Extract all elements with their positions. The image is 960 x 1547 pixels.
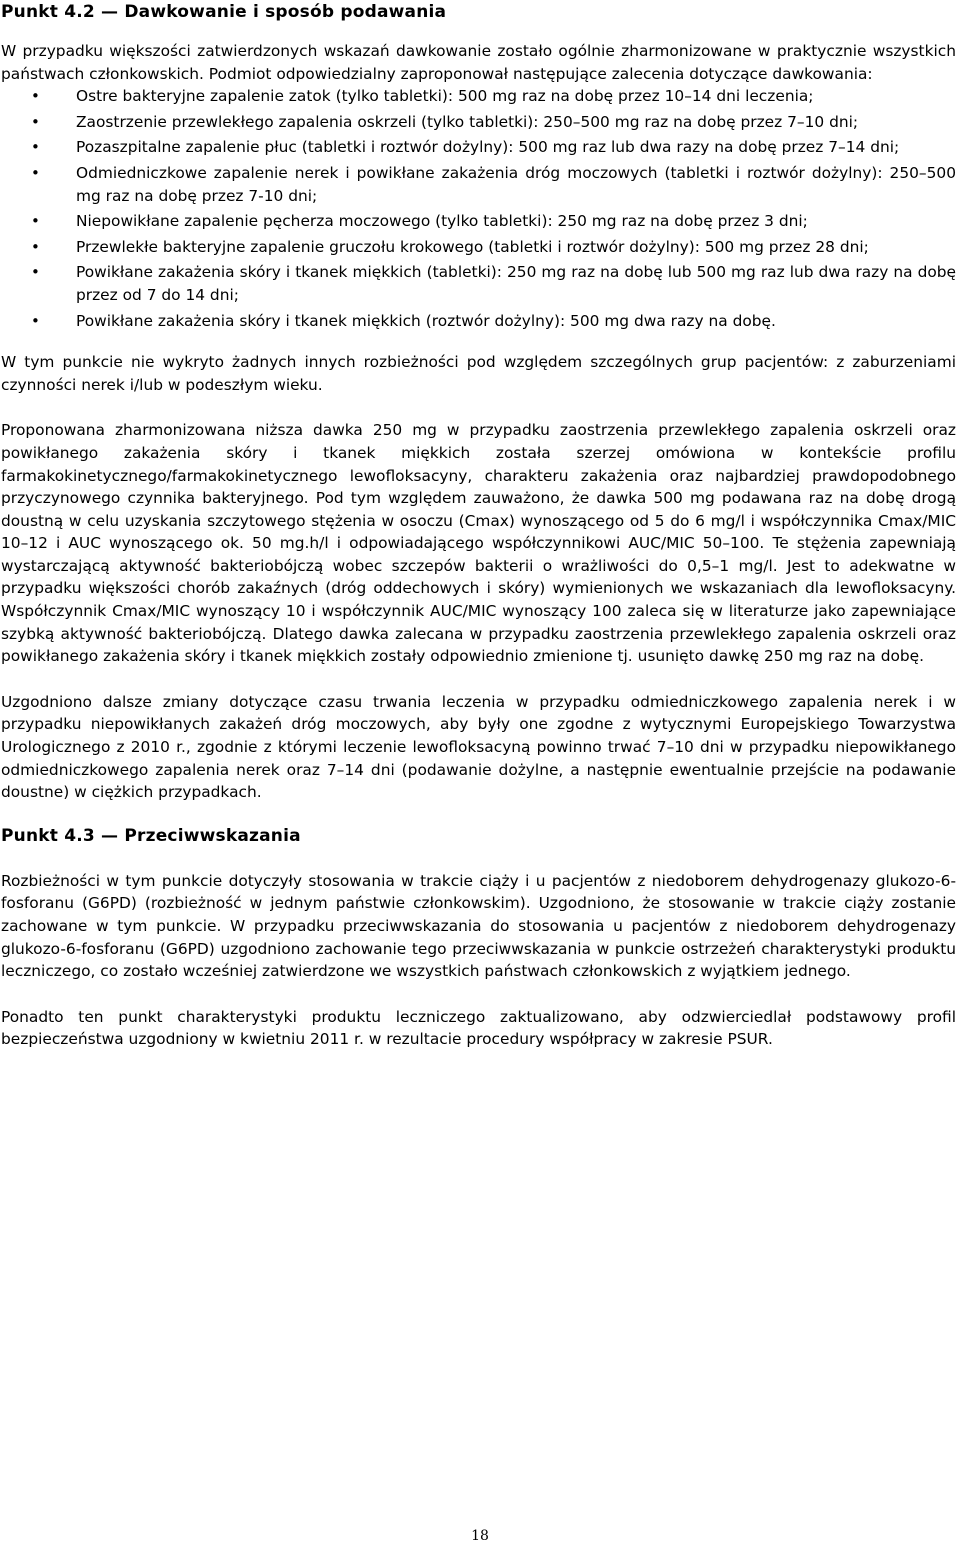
bullet-icon: • [31, 87, 40, 106]
section-4-2-heading: Punkt 4.2 — Dawkowanie i sposób podawania [1, 2, 447, 22]
lower-dose-paragraph: Proponowana zharmonizowana niższa dawka 250 mg w przypadku zaostrzenia przewlekłego zapalenia oskrzeli oraz powikłanego zakażenia skóry i tkanek miękkich została szerzej omówiona w kontekście profilu farmakokinetycznego/farmakokinetycznego lewofloksacyny, charakteru zakażenia oraz najbardziej prawdopodobnego przyczynowego czynnika bakteryjnego. Pod tym względem zauważono, że dawka 500 mg podawana raz na dobę drogą doustną w celu uzyskania szczytowego stężenia w osoczu (Cmax) wynoszącego od 5 do 6 mg/l i współczynnika Cmax/MIC 10–12 i AUC wynoszącego ok. 50 mg.h/l i odpowiadającego współczynnikowi AUC/MIC 50–100. Te stężenia zapewniają wystarczającą aktywność bakteriobójczą wobec szczepów bakterii o wrażliwości do 0,5–1 mg/l. Jest to adekwatne w przypadku większości chorób zakaźnych (dróg oddechowych i skóry) wymienionych we wskazaniach dla lewofloksacyny. Współczynnik Cmax/MIC wynoszący 10 i współczynnik AUC/MIC wynoszący 100 zaleca się w literaturze jako zapewniające szybką aktywność bakteriobójczą. Dlatego dawka zalecana w przypadku zaostrzenia przewlekłego zapalenia oskrzeli oraz powikłanego zakażenia skóry i tkanek miękkich zostały odpowiednio zmienione tj. usunięto dawkę 250 mg raz na dobę. [1, 421, 956, 666]
dosage-item-text: Powikłane zakażenia skóry i tkanek miękkich (roztwór dożylny): 500 mg dwa razy na dobę. [76, 311, 776, 330]
page-number: 18 [471, 1528, 489, 1544]
bullet-icon: • [31, 212, 40, 231]
dosage-list-item [1, 111, 956, 134]
g6pd-contraindication-paragraph: Rozbieżności w tym punkcie dotyczyły stosowania w trakcie ciąży i u pacjentów z niedoborem dehydrogenazy glukozo-6-fosforanu (G6PD) (rozbieżność w jednym państwie członkowskim). Uzgodniono, że stosowanie w trakcie ciąży zostanie zachowane w tym punkcie. W przypadku przeciwwskazania do stosowania u pacjentów z niedoborem dehydrogenazy glukozo-6-fosforanu (G6PD) uzgodniono zachowanie tego przeciwwskazania w punkcie ostrzeżeń charakterystyki produktu leczniczego, co zostało wcześniej zatwierdzone we wszystkich państwach członkowskich z wyjątkiem jednego. [1, 871, 956, 981]
bullet-icon: • [31, 112, 40, 131]
dosage-list-item [1, 236, 956, 259]
dosage-list-item [1, 261, 956, 306]
bullet-icon: • [31, 138, 40, 157]
dosage-item-text: Ostre bakteryjne zapalenie zatok (tylko tabletki): 500 mg raz na dobę przez 10–14 dni leczenia; [76, 87, 814, 106]
dosage-item-text: Odmiedniczkowe zapalenie nerek i powikłane zakażenia dróg moczowych (tabletki i roztwór dożylny): 250–500 mg raz na dobę przez 7-10 dni; [76, 163, 956, 205]
dosage-recommendations-list [1, 85, 956, 332]
dosage-item-text: Przewlekłe bakteryjne zapalenie gruczołu krokowego (tabletki i roztwór dożylny): 500 mg przez 28 dni; [76, 237, 869, 256]
bullet-icon: • [31, 163, 40, 182]
dosage-list-item [1, 210, 956, 233]
bullet-icon: • [31, 237, 40, 256]
dosage-item-text: Niepowikłane zapalenie pęcherza moczowego (tylko tabletki): 250 mg raz na dobę przez 3 dni; [76, 212, 808, 231]
dosage-list-item [1, 136, 956, 159]
section-4-2-intro-paragraph: W przypadku większości zatwierdzonych wskazań dawkowanie zostało ogólnie zharmonizowane w praktycznie wszystkich państwach członkowskich. Podmiot odpowiedzialny zaproponował następujące zalecenia dotyczące dawkowania: [1, 42, 956, 83]
treatment-duration-paragraph: Uzgodniono dalsze zmiany dotyczące czasu trwania leczenia w przypadku odmiedniczkowego zapalenia nerek i w przypadku niepowikłanych zakażeń dróg moczowych, aby były one zgodne z wytycznymi Europejskiego Towarzystwa Urologicznego z 2010 r., zgodnie z którymi leczenie lewofloksacyną powinno trwać 7–10 dni w przypadku niepowikłanego odmiedniczkowego zapalenia nerek oraz 7–14 dni (podawanie dożylne, a następnie ewentualnie przejście na podawanie doustne) w ciężkich przypadkach. [1, 692, 956, 802]
dosage-item-text: Pozaszpitalne zapalenie płuc (tabletki i roztwór dożylny): 500 mg raz lub dwa razy na dobę przez 7–14 dni; [76, 138, 900, 157]
dosage-list-item [1, 162, 956, 207]
dosage-item-text: Powikłane zakażenia skóry i tkanek miękkich (tabletki): 250 mg raz na dobę lub 500 mg raz lub dwa razy na dobę przez od 7 do 14 dni; [76, 263, 956, 304]
section-4-3-heading: Punkt 4.3 — Przeciwwskazania [1, 825, 301, 846]
dosage-list-item [1, 310, 956, 333]
special-groups-paragraph: W tym punkcie nie wykryto żadnych innych rozbieżności pod względem szczególnych grup pacjentów: z zaburzeniami czynności nerek i/lub w podeszłym wieku. [1, 353, 956, 394]
dosage-item-text: Zaostrzenie przewlekłego zapalenia oskrzeli (tylko tabletki): 250–500 mg raz na dobę przez 7–10 dni; [76, 112, 859, 131]
bullet-icon: • [31, 311, 40, 330]
bullet-icon: • [31, 263, 40, 282]
safety-profile-paragraph: Ponadto ten punkt charakterystyki produktu leczniczego zaktualizowano, aby odzwierciedlał podstawowy profil bezpieczeństwa uzgodniony w kwietniu 2011 r. w rezultacie procedury współpracy w zakresie PSUR. [1, 1007, 956, 1049]
dosage-list-item [1, 85, 956, 108]
